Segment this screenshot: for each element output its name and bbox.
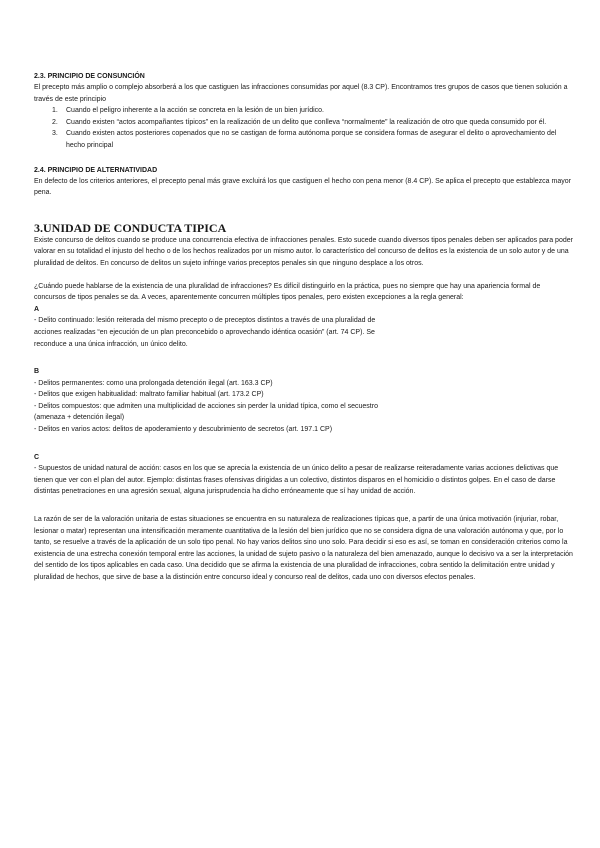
group-b-line: - Delitos permanentes: como una prolongada detención ilegal (art. 163.3 CP) — [34, 379, 273, 387]
list-item: 3. Cuando existen actos posteriores copenados que no se castigan de forma autónoma porque se considera formas de asegurar el delito o aprovechamiento del hecho principal — [52, 130, 557, 149]
section-2-3-list — [34, 105, 574, 151]
section-2-3-heading: 2.3. PRINCIPIO DE CONSUNCIÓN — [34, 73, 145, 80]
section-2-3-intro: El precepto más amplio o complejo absorberá a los que castiguen las infracciones consumidas por aquel (8.3 CP). Encontramos tres grupos de casos que tienen solución a través de este principio — [34, 84, 568, 103]
group-b-line: - Delitos compuestos: que admiten una multiplicidad de acciones sin perder la unidad típica, como el secuestro (amenaza + detención ilegal) — [34, 402, 378, 422]
group-a-text: - Delito continuado: lesión reiterada del mismo precepto o de preceptos distintos a través de una pluralidad de acciones realizadas “en ejecución de un plan preconcebido o aprovechando idéntica ocasión” (art. 74 CP). Se reconduce a una única infracción, un único delito. — [34, 317, 376, 348]
group-b-line: - Delitos en varios actos: delitos de apoderamiento y descubrimiento de secretos (art. 197.1 CP) — [34, 426, 333, 434]
section-3-paragraph-1: Existe concurso de delitos cuando se produce una concurrencia efectiva de infracciones penales. Esto sucede cuando diversos tipos penales deben ser aplicados para poder valorar en su totalidad el injusto del hecho o de los hechos realizados por un mismo autor. lo característico del concurso de delitos es la existencia de un solo autor y de una pluralidad de delitos. En concurso de delitos un sujeto infringe varios preceptos penales sin que ninguno desplace a los otros. — [34, 236, 573, 267]
section-3-paragraph-3: La razón de ser de la valoración unitaria de estas situaciones se encuentra en su naturaleza de realizaciones típicas que, a partir de una única motivación (injuriar, robar, lesionar o matar) representan una intensificación meramente cuantitativa de la lesión del bien jurídico que no se considera digna de una valoración autónoma y que, por lo tanto, se resuelve a través de la aplicación de un solo tipo penal. No hay varios delitos sino uno solo. Para decidir si eso es así, se toman en consideración criterios como la existencia de una estrecha conexión temporal entre las acciones, la unidad de sujeto pasivo o la naturaleza del bien amenazado, aunque lo decisivo va a ser la interpretación del sentido de los tipos aplicables en cada caso. Una decidido que se afirma la existencia de una pluralidad de infracciones, cobra sentido la delimitación entre unidad y pluralidad de hechos, que sirve de base a la distinción entre concurso ideal y concurso real de delitos, cada uno con diversos efectos penales. — [34, 516, 573, 581]
list-item: 2. Cuando existen “actos acompañantes típicos” en la realización de un delito que conlleva “normalmente” la realización de otro que queda consumido por él. — [52, 118, 547, 126]
group-b-line: - Delitos que exigen habitualidad: maltrato familiar habitual (art. 173.2 CP) — [34, 391, 264, 399]
group-b-label: B — [34, 368, 40, 376]
section-3-heading: 3.UNIDAD DE CONDUCTA TIPICA — [34, 220, 227, 235]
document-page — [34, 72, 574, 584]
section-2-4-heading: 2.4. PRINCIPIO DE ALTERNATIVIDAD — [34, 166, 158, 174]
section-2-4-text: En defecto de los criterios anteriores, el precepto penal más grave excluirá los que castiguen el hecho con pena menor (8.4 CP). Se aplica el precepto que establezca mayor pena. — [34, 177, 571, 197]
list-item: 1. Cuando el peligro inherente a la acción se concreta en la lesión de un bien jurídico. — [52, 107, 325, 115]
group-c-text: - Supuestos de unidad natural de acción: casos en los que se aprecia la existencia de un único delito a pesar de realizarse reiteradamente varias acciones delictivas que tienen que ver con el plan del autor. Ejemplo: distintas frases ofensivas dirigidas a un colectivo, distintos disparos en el homicidio o distintos golpes. En el caso de darse distintas penetraciones en una agresión sexual, alguna jurisprudencia ha dicho erróneamente que sí hay unidad de acción. — [34, 465, 559, 496]
section-3-paragraph-2: ¿Cuándo puede hablarse de la existencia de una pluralidad de infracciones? Es difícil distinguirlo en la práctica, pues no siempre que hay una apariencia formal de concursos de tipos penales se da. A veces, aparentemente concurren múltiples tipos penales, pero existen excepciones a la regla general: — [34, 282, 541, 302]
group-c-label: C — [34, 453, 40, 461]
group-a-label: A — [34, 305, 40, 313]
